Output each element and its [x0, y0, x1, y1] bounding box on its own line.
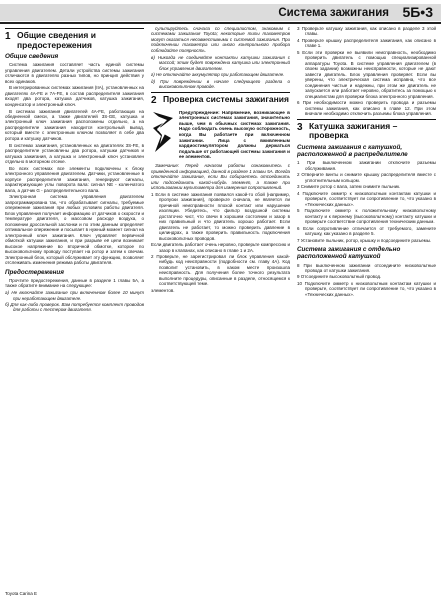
list-item: 4 Подключите омметр к низковольтным контактам катушки и проверьте, соответствует ли сопротивление то, что указано в «Технических данных». [297, 190, 436, 207]
column-3 [297, 26, 436, 585]
paragraph: В системах зажигания двигателей 4A-FE, работающих на обедненной смеси, а также двигателей 3S-GE, катушка и электронный ключ зажигания расположены отдельно, а на распределителе зажигания находится контрольный вывод, который вместе с электронным ключом позволяет в себе два ротора и катушку датчиков. [5, 108, 144, 141]
section-number: 1 [5, 31, 11, 42]
section-3-heading [297, 119, 436, 141]
subheading-general: Общие сведения [5, 53, 59, 61]
list-item: 6 Если сопротивление отличается от требуемого, замените катушку, как указано в разделе 5. [297, 225, 436, 237]
column-2 [151, 26, 290, 585]
subheading-separate-coil: Система зажигания с отдельно расположенной катушкой [297, 246, 401, 261]
paragraph: Во всех системах все элементы подключены к блоку электронного управления двигателем. Датчики, установленные в корпусе распределителя зажигания, генерируют сигналы, характеризующие углы поворота вала: сигнал NE - коленчатого вала, а датчик G - распределительного вала. [5, 165, 144, 193]
section-title: Проверка системы зажигания [163, 93, 289, 104]
list-item: 8 При выключенном зажигании отсоедините низковольтные провода от катушки зажигания. [297, 262, 436, 273]
page-number: 5Б•3 [402, 4, 433, 20]
section-title: Общие сведения и предостережения [17, 30, 96, 50]
paragraph: В системах зажигания, установленных на двигателях 3S-FE, в распределителе установлены два ротора, катушки датчиков и катушка зажигания, а катушка и электронный ключ установлен отдельно в моторном отсеке. [5, 142, 144, 165]
list-item: 10 Подключите омметр к низковольтным контактам катушки и проверьте, соответствует ли сопротивление то, что указано в «Технических данных». [297, 280, 436, 297]
list-item: 1 При выключенном зажигании отключите разъемы обслуживания. [297, 160, 436, 171]
column-1 [5, 26, 144, 585]
list-item: Если двигатель работает очень неровно, проверьте компрессию и зазор в клапанах, как описано в главе 1 и 2А. [151, 242, 290, 253]
page-header [0, 0, 441, 22]
list-item: 7 Установите пыльник, ротор, крышку и подсоедините разъемы. [297, 237, 432, 243]
list-item: 9 Отсоедините высоковольтный провод. [297, 274, 382, 280]
paragraph: В интегрированных системах зажигания (IIA), установленных на двигателях 4A-FE и 7A-FE, в состав распределителя зажигания входят два ротора, катушка датчиков, катушка зажигания, конденсатор и электронный ключ. [5, 85, 144, 107]
subheading-distributor-coil: Система зажигания с катушкой, расположенной в распределителе [297, 143, 408, 159]
list-item: 5 Если эти проверки не выявили неисправность, необходимо проверить двигатель с помощью специализированной аппаратуры Toyota. В системе управления двигателем (в своем задании) возможны неисправности, которые не дают завести двигатель. Блок управления проверяет. Если вы уверены, что электрическая система исправна, что все соединения чистые и надежны, при этом же двигатель не запускается или работает неровно, обратитесь за помощью к специалистам для проверки блока электронного управления. [297, 49, 436, 99]
header-rule [0, 22, 441, 24]
warning-block [151, 110, 290, 160]
list-item: а) Не включайте зажигание при включенном более 10 минут при неработающем двигателе. [5, 290, 144, 301]
warning-icon [151, 110, 175, 154]
header-title: Система зажигания [278, 7, 389, 19]
paragraph: Система зажигания составляет часть единой системы управления двигателем. Детали устройства системы зажигания отличаются в двигателях разных типов, но принцип действия у всех одинаков. [5, 62, 144, 84]
list-item: 1 Если в системе зажигания появился какой-то сбой (например, пропуски зажигания), проверьте сначала, не является ли причиной неисправности плохой контакт или нарушение изоляции. Убедитесь, что фильтр воздушной системы достаточно чист, что свечи в хорошем состоянии и зазор в них правильный и что двигатель хорошо работает. Если двигатель не работает, то можно проверить давление в цилиндрах, а также проверить правильность подключения высоковольтных проводов. [151, 191, 290, 241]
list-item: 3 Снимите ротор с вала, затем снимите пыльник. [297, 184, 401, 190]
section-title: Катушка зажигания – проверка [309, 120, 398, 141]
list-item: 4 Проверьте крышку распределителя зажигания, как описано в главе 1. [297, 37, 436, 49]
list-item: в) Никогда не соединяйте контакты катушки зажигания с массой; этим будет повреждена катушка или электронный блок управления двигателем. [151, 54, 290, 71]
note-paragraph: Замечание: Перед началом работы ознакомьтесь с приведенной информацией, данной в разделе 1 главы 5А. Всегда отключайте зажигание, если Вы собираетесь отсоединить или подсоединить какой-нибудь элемент, а также при использовании мультиметра для измерения сопротивлений. [151, 163, 290, 190]
list-item: д) При повреждении в начале следующего раздела о высоковольтном проводе. [151, 78, 290, 90]
list-item: 2 Отверните винты и снимите крышку распределителя вместе с уплотнительным кольцом. [297, 172, 436, 183]
list-item: б) Для как-либо проверок. Вам потребуется комплект проводов для работы с тестером двигателя. [5, 302, 144, 313]
list-item: 3 Проверьте катушку зажигания, как описано в разделе 3 этой главы. [297, 26, 436, 37]
section-number: 2 [151, 94, 157, 106]
paragraph: Электронная система управления двигателем запрограммирована так, что обрабатывает сигналы, требуемые опережение зажигания при любых условиях работы двигателя. Блок управления получает информацию от датчиков о скорости и температуре двигателя, о массовом расходе воздуха, о положении дроссельной заслонки и по этим данным определяет оптимальное опережение и посылает в нужный момент сигнал на электронный ключ зажигания. Ключ управляет первичной обмоткой катушки зажигания, и при разрыве её цепи возникает высокое напряжение во вторичной обмотке, которое по высоковольтному проводу поступает на ротор и затем к свечам. Электронный блок, который обслуживает эту функцию, позволяет отслеживать изменения режима работы двигателя. [5, 194, 144, 266]
section-1-heading [5, 28, 144, 50]
list-item: 2 Проверьте, не зарегистрировал ли блок управления какой-нибудь код неисправности (подробности см. главу 4А). Код позволит установить, в каком месте произошла неисправность. Для получения более точного результата выполните процедуры, описанные в разделе, относящемся к соответствующей теме. [151, 253, 290, 287]
paragraph: сультируйтесь сначала со специалистом, знакомым с системами зажигания Toyota; некоторые типы тахометров могут оказаться несовместимыми с системой зажигания. При подключении тахометра или иного контрольного прибора соблюдайте полярность. [151, 26, 290, 53]
list-item: элементов. [151, 287, 175, 293]
page-footer: Toyota Carina E [5, 590, 38, 596]
section-number: 3 [297, 121, 303, 133]
warning-text: Предупреждение: Напряжение, возникающее в электронных системах зажигания, значительно выше, чем в обычных системах зажигания. Надо соблюдать очень высокую осторожность, когда Вы работаете при включенном зажигании. Лица с вживленным кардиостимулятором должны держаться подальше от работающей системы зажигания и ее элементов. [179, 109, 290, 160]
section-2-heading [151, 92, 290, 107]
list-item: 5 Подключите омметр к положительному низковольтному контакту и к верхнему (высоковольтному) контакту катушки и проверьте соответствие сопротивления техническим данным. [297, 208, 436, 225]
list-item: 6 При необходимости можно проверить провода и разъемы системы зажигания, как описано в главе 12. При этом вначале необходимо отключить разъемы блока управления. [297, 100, 436, 117]
paragraph: Прочтите предостережения, данные в разделе 1 главы 5А, а также обратите внимание на следующее: [5, 277, 144, 289]
subheading-precautions: Предостережения [5, 268, 64, 276]
list-item: г) Не отключайте аккумулятор при работающем двигателе. [151, 72, 285, 78]
